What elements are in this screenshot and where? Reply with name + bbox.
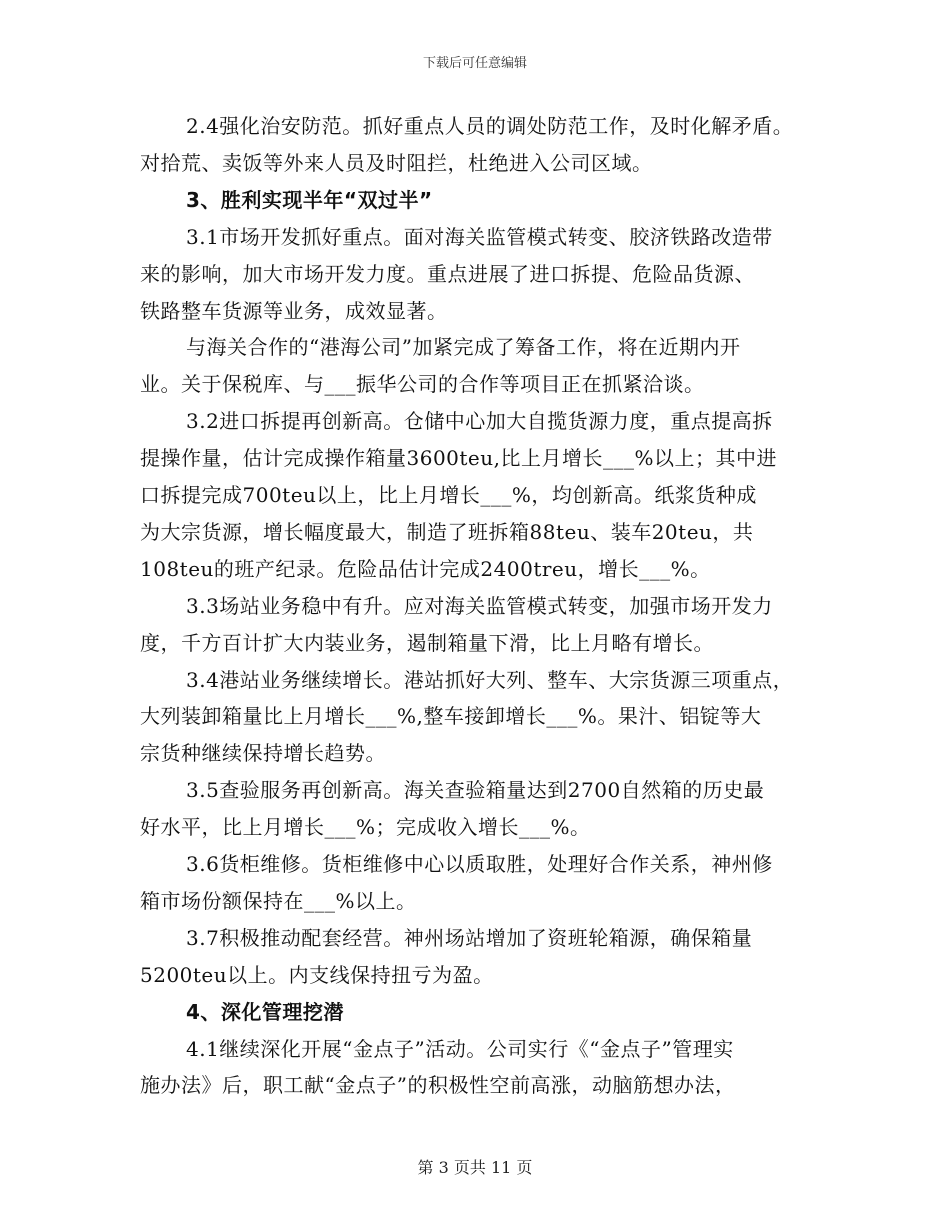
paragraph-line: 箱市场份额保持在___%以上。 xyxy=(140,888,417,913)
paragraph-line: 108teu的班产纪录。危险品估计完成2400treu，增长___%。 xyxy=(140,556,711,581)
paragraph-line: 度，千方百计扩大内装业务，遏制箱量下滑，比上月略有增长。 xyxy=(140,630,714,655)
paragraph-line: 3.1市场开发抓好重点。面对海关监管模式转变、胶济铁路改造带 xyxy=(186,224,773,249)
paragraph-line: 3.4港站业务继续增长。港站抓好大列、整车、大宗货源三项重点， xyxy=(186,667,794,692)
paragraph-line: 施办法》后，职工献“金点子”的积极性空前高涨，动脑筋想办法， xyxy=(140,1073,736,1098)
page-header: 下载后可任意编辑 xyxy=(422,56,527,71)
section-heading: 3、胜利实现半年“双过半” xyxy=(186,187,433,212)
page-footer: 第 3 页共 11 页 xyxy=(417,1158,533,1177)
paragraph-line: 3.5查验服务再创新高。海关查验箱量达到2700自然箱的历史最 xyxy=(186,778,765,803)
section-heading: 4、深化管理挖潜 xyxy=(186,999,344,1024)
paragraph-line: 3.3场站业务稳中有升。应对海关监管模式转变，加强市场开发力 xyxy=(186,593,773,618)
paragraph-line: 为大宗货源，增长幅度最大，制造了班拆箱88teu、装车20teu，共 xyxy=(140,519,754,544)
paragraph-line: 3.7积极推动配套经营。神州场站增加了资班轮箱源，确保箱量 xyxy=(186,925,753,950)
paragraph-line: 宗货种继续保持增长趋势。 xyxy=(140,741,386,766)
paragraph-line: 与海关合作的“港海公司”加紧完成了筹备工作，将在近期内开 xyxy=(186,335,741,360)
paragraph-line: 提操作量，估计完成操作箱量3600teu,比上月增长___%以上；其中进 xyxy=(140,446,778,471)
paragraph-line: 铁路整车货源等业务，成效显著。 xyxy=(140,298,448,323)
paragraph-line: 来的影响，加大市场开发力度。重点进展了进口拆提、危险品货源、 xyxy=(140,261,755,286)
paragraph-line: 对拾荒、卖饭等外来人员及时阻拦，杜绝进入公司区域。 xyxy=(140,150,653,175)
paragraph-line: 业。关于保税库、与___振华公司的合作等项目正在抓紧洽谈。 xyxy=(140,372,705,397)
paragraph-line: 好水平，比上月增长___%；完成收入增长___%。 xyxy=(140,815,591,840)
paragraph-line: 4.1继续深化开展“金点子”活动。公司实行《“金点子”管理实 xyxy=(186,1036,734,1061)
paragraph-line: 2.4强化治安防范。抓好重点人员的调处防范工作，及时化解矛盾。 xyxy=(186,114,794,138)
paragraph-line: 5200teu以上。内支线保持扭亏为盈。 xyxy=(140,962,494,987)
paragraph-line: 口拆提完成700teu以上，比上月增长___%，均创新高。纸浆货种成 xyxy=(140,483,757,507)
paragraph-line: 大列装卸箱量比上月增长___%,整车接卸增长___%。果汁、铝锭等大 xyxy=(140,704,762,729)
paragraph-line: 3.6货柜维修。货柜维修中心以质取胜，处理好合作关系，神州修 xyxy=(186,852,773,876)
paragraph-line: 3.2进口拆提再创新高。仓储中心加大自揽货源力度，重点提高拆 xyxy=(186,409,773,434)
